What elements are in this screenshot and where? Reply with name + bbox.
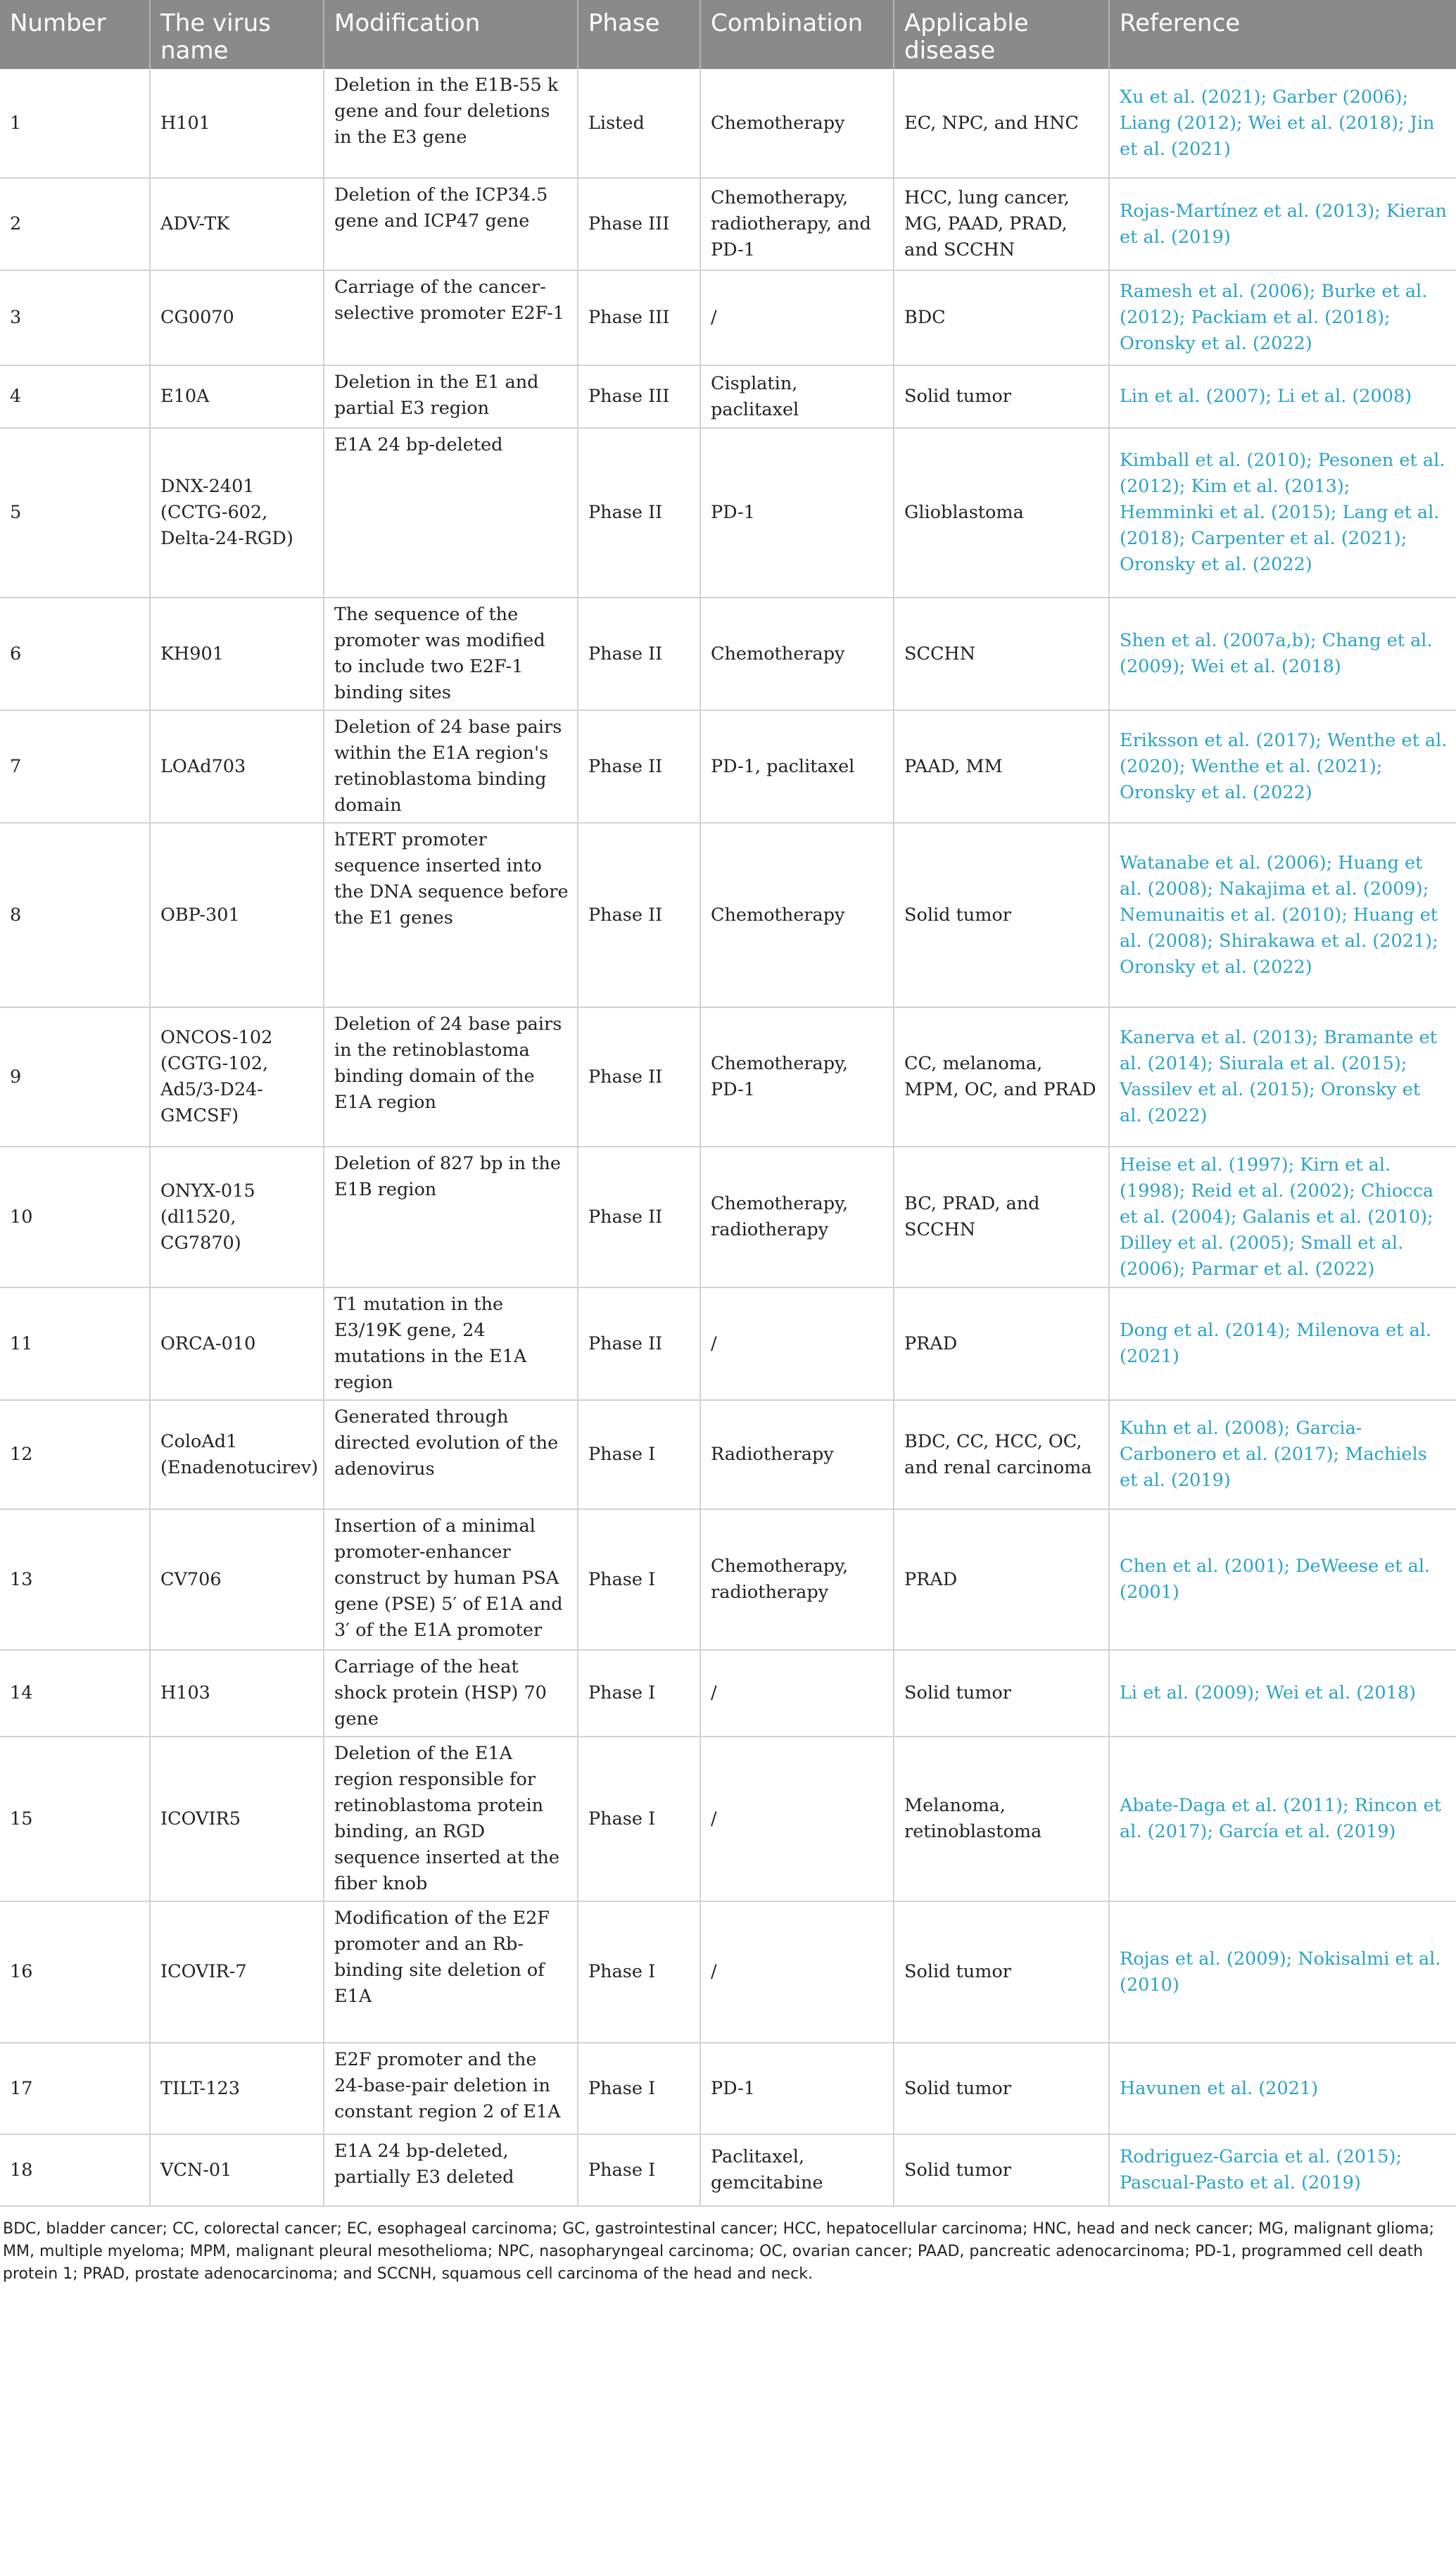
cell-reference-links[interactable]: Dong et al. (2014); Milenova et al. (2021)	[1109, 1287, 1456, 1400]
cell-virus-name: KH901	[150, 598, 324, 710]
cell-reference-links[interactable]: Rodriguez-Garcia et al. (2015); Pascual-Pasto et al. (2019)	[1109, 2134, 1456, 2206]
cell-phase: Phase I	[578, 2134, 700, 2206]
cell-number: 9	[0, 1007, 150, 1147]
cell-combination: Paclitaxel, gemcitabine	[700, 2134, 894, 2206]
cell-virus-name: CV706	[150, 1509, 324, 1650]
cell-number: 6	[0, 598, 150, 710]
cell-disease: Solid tumor	[894, 823, 1109, 1007]
cell-virus-name: ICOVIR5	[150, 1737, 324, 1901]
cell-disease: PRAD	[894, 1287, 1109, 1400]
cell-number: 18	[0, 2134, 150, 2206]
cell-modification: Generated through directed evolution of the adenovirus	[324, 1400, 578, 1509]
cell-combination: Radiotherapy	[700, 1400, 894, 1509]
cell-number: 16	[0, 1901, 150, 2043]
cell-phase: Phase III	[578, 270, 700, 365]
cell-disease: PAAD, MM	[894, 710, 1109, 823]
cell-disease: Solid tumor	[894, 365, 1109, 428]
cell-combination: PD-1, paclitaxel	[700, 710, 894, 823]
cell-phase: Listed	[578, 69, 700, 178]
cell-combination: Chemotherapy, radiotherapy, and PD-1	[700, 178, 894, 270]
table-row	[0, 2043, 1456, 2134]
cell-disease: CC, melanoma, MPM, OC, and PRAD	[894, 1007, 1109, 1147]
cell-number: 17	[0, 2043, 150, 2134]
cell-number: 3	[0, 270, 150, 365]
cell-modification: hTERT promoter sequence inserted into the DNA sequence before the E1 genes	[324, 823, 578, 1007]
table-row	[0, 2134, 1456, 2206]
cell-combination: Chemotherapy	[700, 69, 894, 178]
cell-phase: Phase II	[578, 1007, 700, 1147]
table-row	[0, 270, 1456, 365]
cell-reference-links[interactable]: Kanerva et al. (2013); Bramante et al. (2014); Siurala et al. (2015); Vassilev et al. (2015); Oronsky et al. (2022)	[1109, 1007, 1456, 1147]
header-combination: Combination	[700, 0, 894, 69]
cell-number: 8	[0, 823, 150, 1007]
cell-phase: Phase III	[578, 178, 700, 270]
cell-modification: Deletion of 24 base pairs within the E1A region's retinoblastoma binding domain	[324, 710, 578, 823]
cell-virus-name: H101	[150, 69, 324, 178]
cell-virus-name: VCN-01	[150, 2134, 324, 2206]
cell-reference-links[interactable]: Rojas-Martínez et al. (2013); Kieran et al. (2019)	[1109, 178, 1456, 270]
cell-number: 15	[0, 1737, 150, 1901]
header-virus-name: The virus name	[150, 0, 324, 69]
cell-combination: PD-1	[700, 2043, 894, 2134]
cell-disease: Solid tumor	[894, 1901, 1109, 2043]
cell-number: 2	[0, 178, 150, 270]
table-row	[0, 428, 1456, 598]
cell-virus-name: OBP-301	[150, 823, 324, 1007]
cell-modification: Deletion in the E1B-55 k gene and four deletions in the E3 gene	[324, 69, 578, 178]
cell-reference-links[interactable]: Ramesh et al. (2006); Burke et al. (2012); Packiam et al. (2018); Oronsky et al. (2022)	[1109, 270, 1456, 365]
cell-virus-name: ICOVIR-7	[150, 1901, 324, 2043]
cell-modification: E1A 24 bp-deleted	[324, 428, 578, 598]
cell-virus-name: TILT-123	[150, 2043, 324, 2134]
cell-modification: E1A 24 bp-deleted, partially E3 deleted	[324, 2134, 578, 2206]
cell-virus-name: ONYX-015 (dl1520, CG7870)	[150, 1147, 324, 1287]
cell-combination: Chemotherapy	[700, 598, 894, 710]
cell-phase: Phase III	[578, 365, 700, 428]
table-row	[0, 1007, 1456, 1147]
cell-virus-name: ColoAd1 (Enadenotucirev)	[150, 1400, 324, 1509]
table-row	[0, 710, 1456, 823]
cell-phase: Phase I	[578, 1509, 700, 1650]
cell-reference-links[interactable]: Chen et al. (2001); DeWeese et al. (2001)	[1109, 1509, 1456, 1650]
table-row	[0, 1287, 1456, 1400]
table-row	[0, 1901, 1456, 2043]
cell-modification: Deletion of 827 bp in the E1B region	[324, 1147, 578, 1287]
cell-reference-links[interactable]: Shen et al. (2007a,b); Chang et al. (2009); Wei et al. (2018)	[1109, 598, 1456, 710]
cell-phase: Phase II	[578, 823, 700, 1007]
cell-reference-links[interactable]: Kimball et al. (2010); Pesonen et al. (2012); Kim et al. (2013); Hemminki et al. (2015); Lang et al. (2018); Carpenter et al. (2021); Oronsky et al. (2022)	[1109, 428, 1456, 598]
cell-virus-name: ORCA-010	[150, 1287, 324, 1400]
cell-number: 10	[0, 1147, 150, 1287]
cell-combination: /	[700, 1901, 894, 2043]
table-row	[0, 69, 1456, 178]
cell-combination: Chemotherapy	[700, 823, 894, 1007]
cell-reference-links[interactable]: Havunen et al. (2021)	[1109, 2043, 1456, 2134]
cell-virus-name: LOAd703	[150, 710, 324, 823]
cell-phase: Phase I	[578, 1400, 700, 1509]
cell-phase: Phase I	[578, 1650, 700, 1737]
cell-modification: The sequence of the promoter was modified to include two E2F-1 binding sites	[324, 598, 578, 710]
cell-disease: HCC, lung cancer, MG, PAAD, PRAD, and SCCHN	[894, 178, 1109, 270]
header-row	[0, 0, 1456, 69]
header-disease: Applicable disease	[894, 0, 1109, 69]
cell-reference-links[interactable]: Abate-Daga et al. (2011); Rincon et al. (2017); García et al. (2019)	[1109, 1737, 1456, 1901]
cell-virus-name: E10A	[150, 365, 324, 428]
cell-phase: Phase II	[578, 1287, 700, 1400]
cell-virus-name: CG0070	[150, 270, 324, 365]
cell-modification: E2F promoter and the 24-base-pair deletion in constant region 2 of E1A	[324, 2043, 578, 2134]
cell-reference-links[interactable]: Lin et al. (2007); Li et al. (2008)	[1109, 365, 1456, 428]
cell-reference-links[interactable]: Xu et al. (2021); Garber (2006); Liang (2012); Wei et al. (2018); Jin et al. (2021)	[1109, 69, 1456, 178]
cell-number: 14	[0, 1650, 150, 1737]
table-footnote: BDC, bladder cancer; CC, colorectal cancer; EC, esophageal carcinoma; GC, gastrointestinal cancer; HCC, hepatocellular carcinoma; HNC, head and neck cancer; MG, malignant glioma; MM, multiple myeloma; MPM, malignant pleural mesothelioma; NPC, nasopharyngeal carcinoma; OC, ovarian cancer; PAAD, pancreatic adenocarcinoma; PD-1, programmed cell death protein 1; PRAD, prostate adenocarcinoma; and SCCNH, squamous cell carcinoma of the head and neck.	[3, 2220, 1435, 2283]
table-row	[0, 823, 1456, 1007]
cell-disease: SCCHN	[894, 598, 1109, 710]
cell-disease: PRAD	[894, 1509, 1109, 1650]
cell-phase: Phase II	[578, 598, 700, 710]
table-row	[0, 1650, 1456, 1737]
cell-number: 4	[0, 365, 150, 428]
cell-virus-name: ONCOS-102 (CGTG-102, Ad5/3-D24-GMCSF)	[150, 1007, 324, 1147]
cell-virus-name: ADV-TK	[150, 178, 324, 270]
table-row	[0, 598, 1456, 710]
cell-modification: T1 mutation in the E3/19K gene, 24 mutations in the E1A region	[324, 1287, 578, 1400]
cell-disease: EC, NPC, and HNC	[894, 69, 1109, 178]
cell-phase: Phase I	[578, 1901, 700, 2043]
cell-combination: Chemotherapy, radiotherapy	[700, 1147, 894, 1287]
cell-modification: Deletion in the E1 and partial E3 region	[324, 365, 578, 428]
header-modification: Modification	[324, 0, 578, 69]
cell-modification: Deletion of 24 base pairs in the retinoblastoma binding domain of the E1A region	[324, 1007, 578, 1147]
cell-phase: Phase II	[578, 710, 700, 823]
cell-disease: Solid tumor	[894, 1650, 1109, 1737]
table-row	[0, 178, 1456, 270]
cell-virus-name: H103	[150, 1650, 324, 1737]
cell-phase: Phase II	[578, 1147, 700, 1287]
cell-phase: Phase II	[578, 428, 700, 598]
cell-disease: BDC, CC, HCC, OC, and renal carcinoma	[894, 1400, 1109, 1509]
cell-number: 1	[0, 69, 150, 178]
cell-combination: /	[700, 1287, 894, 1400]
cell-reference-links[interactable]: Li et al. (2009); Wei et al. (2018)	[1109, 1650, 1456, 1737]
cell-virus-name: DNX-2401 (CCTG-602, Delta-24-RGD)	[150, 428, 324, 598]
cell-disease: Melanoma, retinoblastoma	[894, 1737, 1109, 1901]
cell-disease: BC, PRAD, and SCCHN	[894, 1147, 1109, 1287]
header-number: Number	[0, 0, 150, 69]
cell-modification: Carriage of the cancer-selective promoter E2F-1	[324, 270, 578, 365]
cell-phase: Phase I	[578, 2043, 700, 2134]
header-phase: Phase	[578, 0, 700, 69]
cell-combination: Chemotherapy, PD-1	[700, 1007, 894, 1147]
table-row	[0, 365, 1456, 428]
cell-reference-links[interactable]: Eriksson et al. (2017); Wenthe et al. (2020); Wenthe et al. (2021); Oronsky et al. (2022)	[1109, 710, 1456, 823]
cell-disease: Solid tumor	[894, 2043, 1109, 2134]
cell-disease: Solid tumor	[894, 2134, 1109, 2206]
cell-combination: PD-1	[700, 428, 894, 598]
cell-combination: Cisplatin, paclitaxel	[700, 365, 894, 428]
cell-reference-links[interactable]: Rojas et al. (2009); Nokisalmi et al. (2010)	[1109, 1901, 1456, 2043]
cell-disease: Glioblastoma	[894, 428, 1109, 598]
cell-modification: Modification of the E2F promoter and an Rb-binding site deletion of E1A	[324, 1901, 578, 2043]
cell-number: 13	[0, 1509, 150, 1650]
table-row	[0, 1400, 1456, 1509]
cell-disease: BDC	[894, 270, 1109, 365]
cell-combination: Chemotherapy, radiotherapy	[700, 1509, 894, 1650]
cell-phase: Phase I	[578, 1737, 700, 1901]
table-row	[0, 1737, 1456, 1901]
cell-reference-links[interactable]: Kuhn et al. (2008); Garcia-Carbonero et al. (2017); Machiels et al. (2019)	[1109, 1400, 1456, 1509]
table-row	[0, 1147, 1456, 1287]
cell-modification: Deletion of the E1A region responsible for retinoblastoma protein binding, an RGD sequence inserted at the fiber knob	[324, 1737, 578, 1901]
cell-number: 5	[0, 428, 150, 598]
header-reference: Reference	[1109, 0, 1456, 69]
cell-modification: Deletion of the ICP34.5 gene and ICP47 gene	[324, 178, 578, 270]
cell-number: 12	[0, 1400, 150, 1509]
table-row	[0, 1509, 1456, 1650]
cell-reference-links[interactable]: Heise et al. (1997); Kirn et al. (1998); Reid et al. (2002); Chiocca et al. (2004); Galanis et al. (2010); Dilley et al. (2005); Small et al. (2006); Parmar et al. (2022)	[1109, 1147, 1456, 1287]
cell-combination: /	[700, 270, 894, 365]
cell-combination: /	[700, 1737, 894, 1901]
cell-number: 11	[0, 1287, 150, 1400]
cell-combination: /	[700, 1650, 894, 1737]
cell-modification: Carriage of the heat shock protein (HSP) 70 gene	[324, 1650, 578, 1737]
cell-number: 7	[0, 710, 150, 823]
cell-reference-links[interactable]: Watanabe et al. (2006); Huang et al. (2008); Nakajima et al. (2009); Nemunaitis et al. (2010); Huang et al. (2008); Shirakawa et al. (2021); Oronsky et al. (2022)	[1109, 823, 1456, 1007]
cell-modification: Insertion of a minimal promoter-enhancer construct by human PSA gene (PSE) 5′ of E1A and 3′ of the E1A promoter	[324, 1509, 578, 1650]
